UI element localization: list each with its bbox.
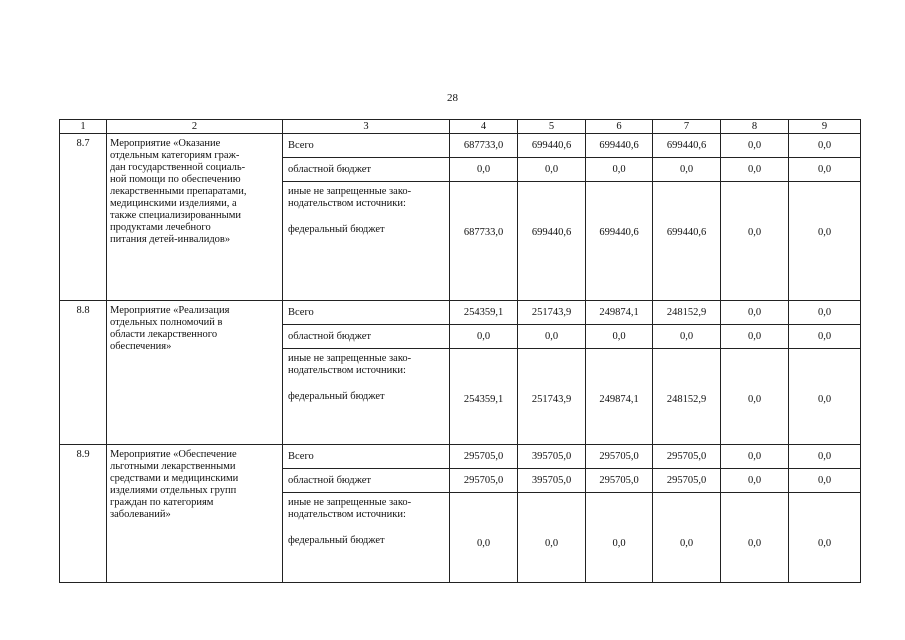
funding-source-line: нодательством источники:: [288, 198, 406, 209]
header-cell: 8: [721, 120, 789, 134]
funding-source: областной бюджет: [283, 325, 450, 349]
value-cell: 0,0: [450, 158, 518, 182]
value-cell: 0,0: [721, 349, 789, 445]
funding-source: Всего: [283, 445, 450, 469]
value-cell: 699440,6: [518, 182, 586, 301]
value-cell: 0,0: [586, 493, 653, 583]
value-cell: 295705,0: [653, 445, 721, 469]
value-cell: 0,0: [653, 158, 721, 182]
item-name-line: отдельных полномочий в: [110, 317, 223, 328]
value-cell: 395705,0: [518, 469, 586, 493]
item-name-line: медицинскими изделиями, а: [110, 198, 237, 209]
value-cell: 0,0: [789, 325, 861, 349]
budget-table: [59, 119, 861, 583]
value-cell: 0,0: [789, 493, 861, 583]
header-cell: 9: [789, 120, 861, 134]
value-cell: 0,0: [518, 493, 586, 583]
funding-source: областной бюджет: [283, 158, 450, 182]
value-cell: 0,0: [789, 301, 861, 325]
item-name-line: лекарственными препаратами,: [110, 186, 247, 197]
item-name-line: изделиями отдельных групп: [110, 485, 237, 496]
item-name: [107, 301, 283, 445]
item-number: 8.9: [60, 445, 107, 583]
value-cell: 0,0: [653, 325, 721, 349]
value-cell: 295705,0: [586, 469, 653, 493]
header-cell: 2: [107, 120, 283, 134]
spacer: [288, 210, 446, 224]
value-cell: 295705,0: [450, 445, 518, 469]
funding-source: [283, 349, 450, 445]
value-cell: 0,0: [518, 158, 586, 182]
funding-source-sub: федеральный бюджет: [288, 535, 385, 546]
header-cell: 1: [60, 120, 107, 134]
funding-source: [283, 182, 450, 301]
value-cell: 295705,0: [450, 469, 518, 493]
value-cell: 0,0: [721, 301, 789, 325]
value-cell: 248152,9: [653, 301, 721, 325]
value-cell: 0,0: [518, 325, 586, 349]
value-cell: 254359,1: [450, 301, 518, 325]
item-name-line: питания детей-инвалидов»: [110, 234, 231, 245]
header-cell: 5: [518, 120, 586, 134]
value-cell: 295705,0: [653, 469, 721, 493]
funding-source: областной бюджет: [283, 469, 450, 493]
value-cell: 0,0: [653, 493, 721, 583]
item-number: 8.7: [60, 134, 107, 301]
funding-source-sub: федеральный бюджет: [288, 224, 385, 235]
header-cell: 3: [283, 120, 450, 134]
item-name: [107, 134, 283, 301]
item-name-line: льготными лекарственными: [110, 461, 236, 472]
funding-source-line: иные не запрещенные зако-: [288, 497, 412, 508]
header-row: [60, 120, 861, 134]
value-cell: 0,0: [789, 158, 861, 182]
item-name-line: также специализированными: [110, 210, 241, 221]
item-name-line: обеспечения»: [110, 341, 172, 352]
value-cell: 249874,1: [586, 301, 653, 325]
item-name-line: дан государственной социаль-: [110, 162, 246, 173]
value-cell: 699440,6: [518, 134, 586, 158]
spacer: [288, 521, 446, 535]
value-cell: 0,0: [789, 134, 861, 158]
value-cell: 0,0: [721, 158, 789, 182]
value-cell: 0,0: [721, 469, 789, 493]
value-cell: 687733,0: [450, 182, 518, 301]
item-name-line: отдельным категориям граж-: [110, 150, 240, 161]
value-cell: 699440,6: [653, 134, 721, 158]
item-name-line: средствами и медицинскими: [110, 473, 239, 484]
funding-source: [283, 493, 450, 583]
value-cell: 0,0: [789, 349, 861, 445]
header-cell: 4: [450, 120, 518, 134]
table-row: [60, 134, 861, 158]
item-name-line: граждан по категориям: [110, 497, 214, 508]
item-number: 8.8: [60, 301, 107, 445]
funding-source-line: нодательством источники:: [288, 509, 406, 520]
value-cell: 0,0: [586, 325, 653, 349]
value-cell: 699440,6: [653, 182, 721, 301]
funding-source-line: иные не запрещенные зако-: [288, 353, 412, 364]
value-cell: 0,0: [586, 158, 653, 182]
item-name-line: области лекарственного: [110, 329, 218, 340]
value-cell: 0,0: [789, 445, 861, 469]
value-cell: 699440,6: [586, 134, 653, 158]
value-cell: 0,0: [789, 182, 861, 301]
header-cell: 7: [653, 120, 721, 134]
spacer: [288, 377, 446, 391]
value-cell: 0,0: [721, 493, 789, 583]
value-cell: 699440,6: [586, 182, 653, 301]
value-cell: 251743,9: [518, 301, 586, 325]
item-name-line: продуктами лечебного: [110, 222, 211, 233]
funding-source: Всего: [283, 301, 450, 325]
value-cell: 395705,0: [518, 445, 586, 469]
item-name-line: Мероприятие «Реализация: [110, 305, 230, 316]
table-row: [60, 445, 861, 469]
header-cell: 6: [586, 120, 653, 134]
table-body: [60, 120, 861, 583]
funding-source-sub: федеральный бюджет: [288, 391, 385, 402]
table-row: [60, 301, 861, 325]
item-name-line: заболеваний»: [110, 509, 171, 520]
funding-source-line: иные не запрещенные зако-: [288, 186, 412, 197]
item-name-line: ной помощи по обеспечению: [110, 174, 241, 185]
value-cell: 0,0: [450, 493, 518, 583]
value-cell: 0,0: [450, 325, 518, 349]
item-name: [107, 445, 283, 583]
value-cell: 0,0: [721, 134, 789, 158]
funding-source: Всего: [283, 134, 450, 158]
item-name-line: Мероприятие «Оказание: [110, 138, 221, 149]
value-cell: 687733,0: [450, 134, 518, 158]
value-cell: 0,0: [721, 325, 789, 349]
value-cell: 0,0: [721, 182, 789, 301]
funding-source-line: нодательством источники:: [288, 365, 406, 376]
item-name-line: Мероприятие «Обеспечение: [110, 449, 237, 460]
value-cell: 254359,1: [450, 349, 518, 445]
value-cell: 251743,9: [518, 349, 586, 445]
page-number: 28: [447, 92, 458, 104]
value-cell: 295705,0: [586, 445, 653, 469]
value-cell: 248152,9: [653, 349, 721, 445]
value-cell: 0,0: [789, 469, 861, 493]
value-cell: 249874,1: [586, 349, 653, 445]
value-cell: 0,0: [721, 445, 789, 469]
